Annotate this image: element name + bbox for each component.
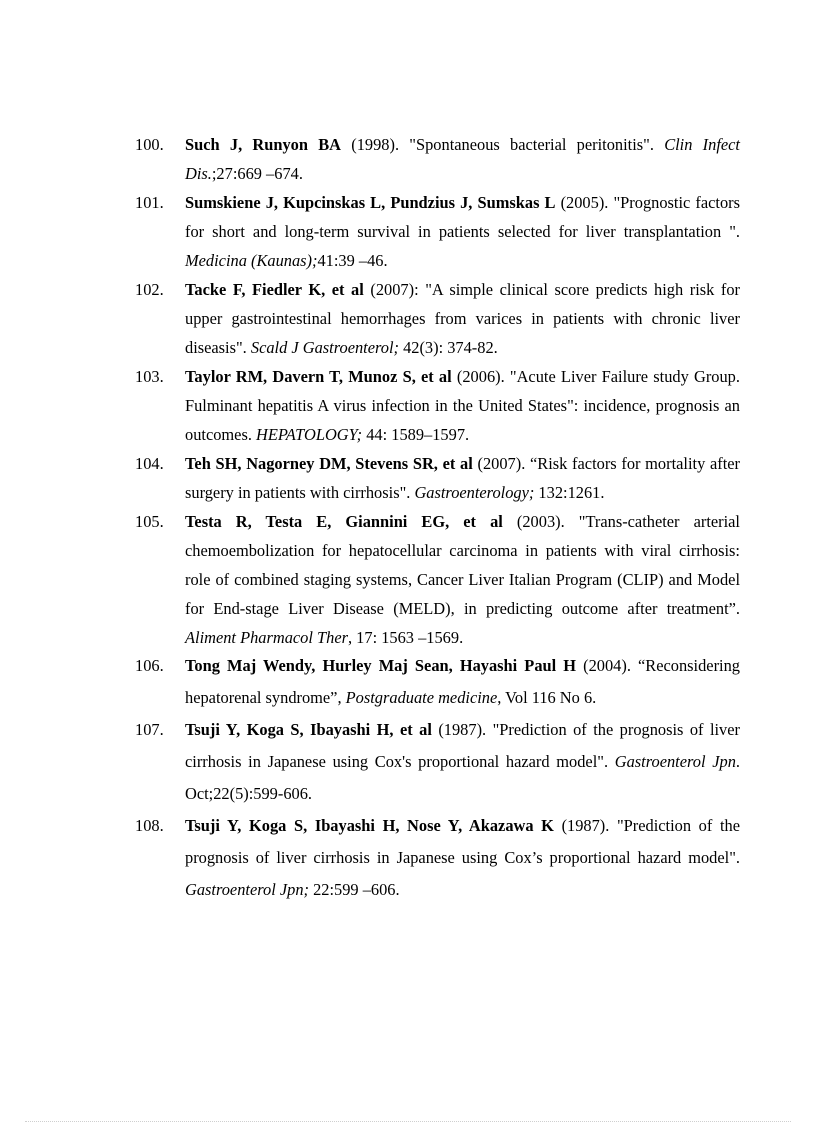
reference-title: (2004). “Reconsidering hepatorenal syndrome”, — [185, 656, 740, 707]
reference-number: 107. — [135, 720, 164, 739]
reference-text — [185, 714, 740, 810]
reference-authors: Sumskiene J, Kupcinskas L, Pundzius J, Sumskas L — [185, 193, 556, 212]
reference-citation: 22:599 –606. — [308, 880, 400, 899]
reference-item — [135, 449, 740, 507]
reference-journal: HEPATOLOGY; — [256, 425, 363, 444]
reference-item — [135, 275, 740, 362]
page-bottom-divider — [25, 1121, 791, 1122]
reference-title: (1987). "Prediction of the prognosis of liver cirrhosis in Japanese using Cox's proportional hazard model". — [185, 720, 740, 771]
reference-citation: 132:1261. — [534, 483, 605, 502]
reference-title: (2006). "Acute Liver Failure study Group. Fulminant hepatitis A virus infection in the United States": incidence, prognosis an outcomes. — [185, 367, 740, 444]
reference-item — [135, 362, 740, 449]
reference-number: 106. — [135, 656, 164, 675]
reference-number: 103. — [135, 367, 164, 386]
reference-title: (1987). "Prediction of the prognosis of liver cirrhosis in Japanese using Cox’s proportional hazard model". — [185, 816, 740, 867]
reference-citation: 42(3): 374-82. — [398, 338, 498, 357]
reference-text — [185, 650, 740, 714]
reference-text — [185, 810, 740, 906]
reference-journal: Postgraduate medicine — [345, 688, 498, 707]
reference-item — [135, 714, 740, 810]
reference-number: 104. — [135, 454, 164, 473]
reference-number: 101. — [135, 193, 164, 212]
reference-authors: Taylor RM, Davern T, Munoz S, et al — [185, 367, 452, 386]
reference-authors: Tong Maj Wendy, Hurley Maj Sean, Hayashi Paul H — [185, 656, 577, 675]
reference-text — [185, 449, 740, 507]
reference-journal: Scald J Gastroenterol; — [250, 338, 399, 357]
reference-authors: Teh SH, Nagorney DM, Stevens SR, et al — [185, 454, 473, 473]
reference-journal: Gastroenterology; — [414, 483, 535, 502]
reference-journal: Medicina (Kaunas); — [185, 251, 318, 270]
reference-citation: . Oct;22(5):599-606. — [185, 752, 740, 803]
reference-item — [135, 188, 740, 275]
reference-number: 108. — [135, 816, 164, 835]
reference-authors: Tsuji Y, Koga S, Ibayashi H, Nose Y, Akazawa K — [185, 816, 554, 835]
reference-authors: Tacke F, Fiedler K, et al — [185, 280, 364, 299]
reference-journal: Gastroenterol Jpn — [614, 752, 736, 771]
reference-authors: Such J, Runyon BA — [185, 135, 342, 154]
reference-citation: , 17: 1563 –1569. — [347, 628, 464, 647]
reference-authors: Testa R, Testa E, Giannini EG, et al — [185, 512, 503, 531]
reference-text — [185, 362, 740, 449]
reference-number: 102. — [135, 280, 164, 299]
reference-journal: Gastroenterol Jpn; — [185, 880, 309, 899]
reference-list — [135, 130, 740, 906]
reference-citation: 44: 1589–1597. — [362, 425, 470, 444]
reference-title: (2005). "Prognostic factors for short and long-term survival in patients selected for liver transplantation ". — [185, 193, 740, 241]
reference-item — [135, 810, 740, 906]
reference-item — [135, 650, 740, 714]
reference-text — [185, 275, 740, 362]
reference-journal: Aliment Pharmacol Ther — [185, 628, 348, 647]
reference-title: (2007): "A simple clinical score predicts high risk for upper gastrointestinal hemorrhages from varices in patients with chronic liver diseasis". — [185, 280, 740, 357]
reference-number: 105. — [135, 512, 164, 531]
reference-text — [185, 188, 740, 275]
reference-item — [135, 507, 740, 652]
reference-title: (2007). “Risk factors for mortality after surgery in patients with cirrhosis". — [185, 454, 741, 502]
reference-title: (2003). "Trans-catheter arterial chemoembolization for hepatocellular carcinoma in patients with viral cirrhosis: role of combined staging systems, Cancer Liver Italian Program (CLIP) and Model for End-stage Liver Disease (MELD), in predicting outcome after treatment”. — [185, 512, 740, 618]
reference-citation: , Vol 116 No 6. — [497, 688, 597, 707]
reference-item — [135, 130, 740, 188]
reference-journal: Clin Infect Dis. — [185, 135, 740, 183]
reference-authors: Tsuji Y, Koga S, Ibayashi H, et al — [185, 720, 432, 739]
reference-citation: 41:39 –46. — [317, 251, 388, 270]
reference-citation: ;27:669 –674. — [211, 164, 303, 183]
reference-text — [185, 507, 740, 652]
reference-text — [185, 130, 740, 188]
reference-title: (1998). "Spontaneous bacterial peritonitis". — [341, 135, 665, 154]
reference-number: 100. — [135, 135, 164, 154]
